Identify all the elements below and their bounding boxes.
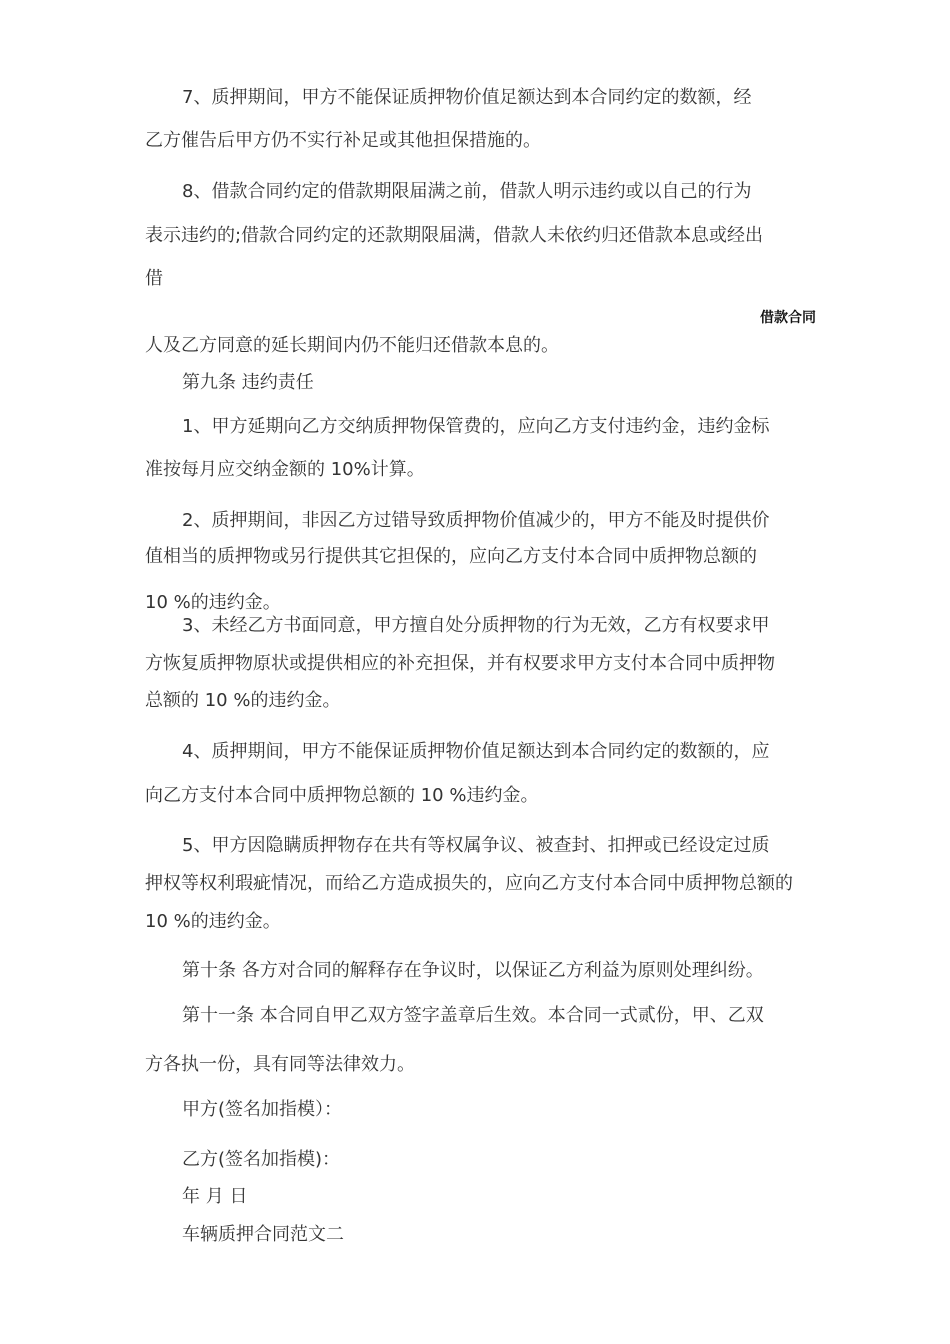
text-line: 8、借款合同约定的借款期限届满之前，借款人明示违约或以自己的行为 <box>182 181 752 202</box>
text-line: 总额的 10 %的违约金。 <box>145 690 341 711</box>
text-line: 借 <box>145 268 163 289</box>
text-line: 2、质押期间，非因乙方过错导致质押物价值减少的，甲方不能及时提供价 <box>182 510 770 531</box>
text-line: 表示违约的;借款合同约定的还款期限届满，借款人未依约归还借款本息或经出 <box>145 225 764 246</box>
text-line: 人及乙方同意的延长期间内仍不能归还借款本息的。 <box>145 335 559 356</box>
text-line: 10 %的违约金。 <box>145 592 281 613</box>
section-heading: 第十一条 本合同自甲乙双方签字盖章后生效。本合同一式贰份，甲、乙双 <box>182 1005 764 1026</box>
text-line: 方各执一份，具有同等法律效力。 <box>145 1054 415 1075</box>
text-line: 准按每月应交纳金额的 10%计算。 <box>145 459 425 480</box>
signature-party-a: 甲方(签名加指模）： <box>182 1099 343 1120</box>
next-document-title: 车辆质押合同范文二 <box>182 1224 344 1245</box>
text-line: 1、甲方延期向乙方交纳质押物保管费的，应向乙方支付违约金，违约金标 <box>182 416 770 437</box>
section-heading: 第九条 违约责任 <box>182 372 314 393</box>
text-line: 4、质押期间，甲方不能保证质押物价值足额达到本合同约定的数额的，应 <box>182 741 770 762</box>
text-line: 方恢复质押物原状或提供相应的补充担保，并有权要求甲方支付本合同中质押物 <box>145 653 775 674</box>
header-mark: 借款合同 <box>760 310 816 326</box>
text-line: 乙方催告后甲方仍不实行补足或其他担保措施的。 <box>145 130 541 151</box>
text-line: 向乙方支付本合同中质押物总额的 10 %违约金。 <box>145 785 539 806</box>
text-line: 7、质押期间，甲方不能保证质押物价值足额达到本合同约定的数额，经 <box>182 87 752 108</box>
signature-party-b: 乙方(签名加指模)： <box>182 1149 341 1170</box>
signature-date: 年 月 日 <box>182 1186 248 1207</box>
text-line: 押权等权利瑕疵情况，而给乙方造成损失的，应向乙方支付本合同中质押物总额的 <box>145 873 793 894</box>
text-line: 值相当的质押物或另行提供其它担保的，应向乙方支付本合同中质押物总额的 <box>145 546 757 567</box>
text-line: 10 %的违约金。 <box>145 911 281 932</box>
text-line: 5、甲方因隐瞒质押物存在共有等权属争议、被查封、扣押或已经设定过质 <box>182 835 770 856</box>
section-heading: 第十条 各方对合同的解释存在争议时，以保证乙方利益为原则处理纠纷。 <box>182 960 764 981</box>
text-line: 3、未经乙方书面同意，甲方擅自处分质押物的行为无效，乙方有权要求甲 <box>182 615 770 636</box>
